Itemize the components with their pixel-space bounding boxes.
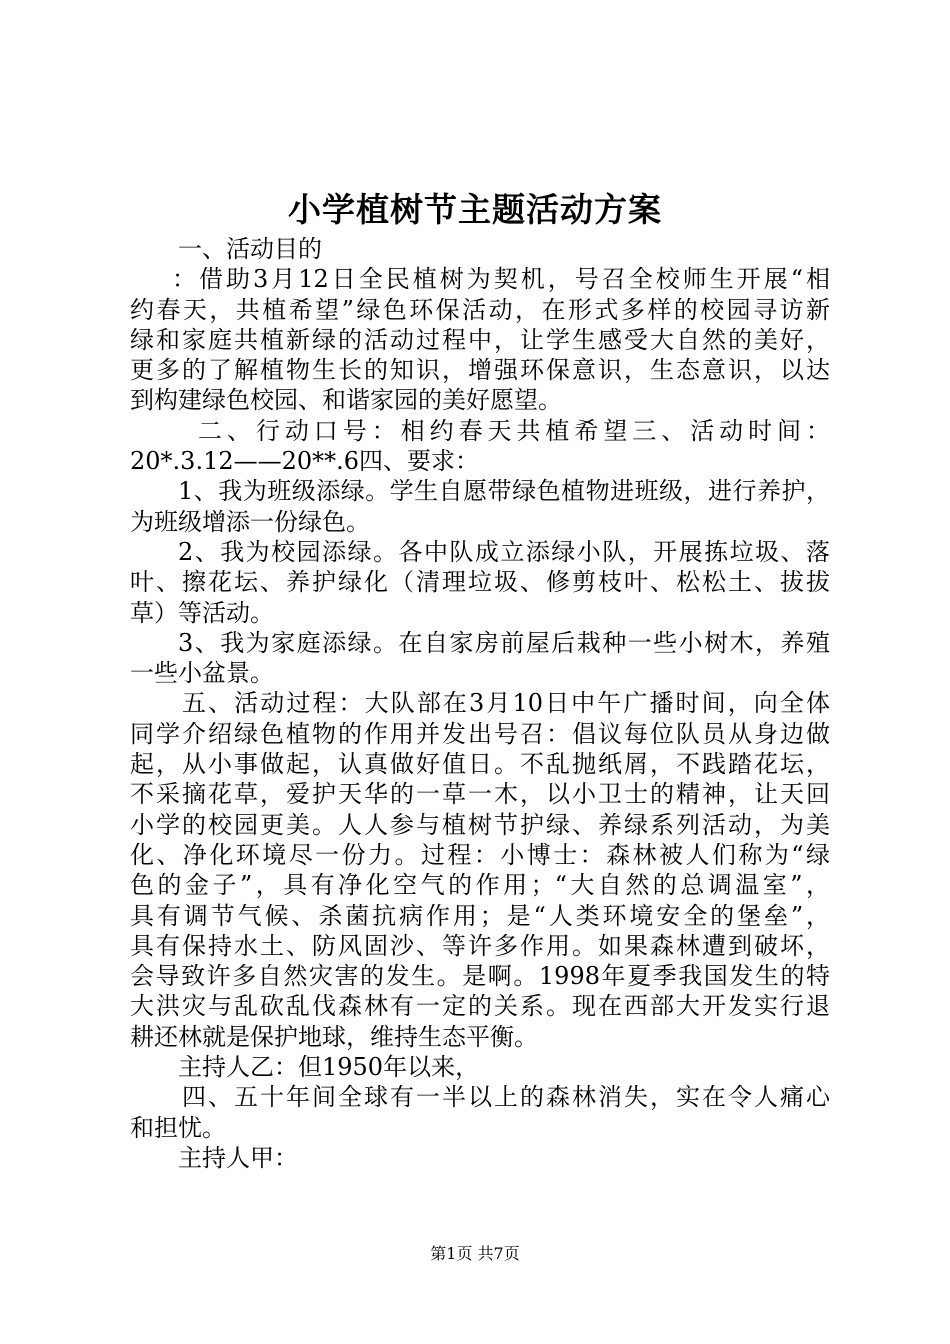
text-line: 主持人乙：但1950年以来， — [178, 1053, 480, 1082]
text-line: 到构建绿色校园、和谐家园的美好愿望。 — [130, 386, 562, 415]
text-line: 叶、擦花坛、养护绿化（清理垃圾、修剪枝叶、松松土、拔拔 — [130, 568, 830, 597]
text-line: 不采摘花草，爱护天华的一草一木，以小卫士的精神，让天回 — [130, 780, 830, 809]
text-line: 和担忧。 — [130, 1113, 226, 1142]
text-line: 四、五十年间全球有一半以上的森林消失，实在令人痛心 — [182, 1083, 830, 1112]
text-line: 小学的校园更美。人人参与植树节护绿、养绿系列活动，为美 — [130, 810, 830, 839]
text-line: 耕还林就是保护地球，维持生态平衡。 — [130, 1022, 538, 1051]
text-line: 一些小盆景。 — [130, 659, 274, 688]
text-line: 同学介绍绿色植物的作用并发出号召：倡议每位队员从身边做 — [130, 719, 830, 748]
text-line: 20*.3.12——20**.6四、要求： — [130, 447, 480, 476]
document-title: 小学植树节主题活动方案 — [288, 190, 662, 229]
text-line: 为班级增添一份绿色。 — [130, 507, 370, 536]
text-line: 二、行动口号：相约春天共植希望三、活动时间： — [198, 416, 830, 445]
text-line: 约春天，共植希望”绿色环保活动，在形式多样的校园寻访新 — [130, 295, 830, 324]
text-line: 草）等活动。 — [130, 598, 274, 627]
text-line: 色的金子”，具有净化空气的作用；“大自然的总调温室”， — [130, 871, 830, 900]
text-line: 五、活动过程：大队部在3月10日中午广播时间，向全体 — [182, 689, 830, 718]
page-footer: 第1页 共7页 — [430, 1244, 520, 1263]
text-line: 1、我为班级添绿。学生自愿带绿色植物进班级，进行养护， — [178, 477, 830, 506]
text-line: 大洪灾与乱砍乱伐森林有一定的关系。现在西部大开发实行退 — [130, 992, 830, 1021]
text-line: 会导致许多自然灾害的发生。是啊。1998年夏季我国发生的特 — [130, 962, 830, 991]
text-line: 一、活动目的 — [178, 235, 322, 263]
text-line: 具有保持水土、防风固沙、等许多作用。如果森林遭到破坏， — [130, 931, 830, 960]
text-line: 3、我为家庭添绿。在自家房前屋后栽种一些小树木，养殖 — [178, 628, 830, 657]
text-line: 更多的了解植物生长的知识，增强环保意识，生态意识，以达 — [130, 356, 830, 385]
text-line: 化、净化环境尽一份力。过程：小博士：森林被人们称为“绿 — [130, 840, 830, 869]
text-line: ：借助3月12日全民植树为契机，号召全校师生开展“相 — [172, 265, 830, 294]
text-line: 具有调节气候、杀菌抗病作用；是“人类环境安全的堡垒”， — [130, 901, 830, 930]
text-line: 主持人甲： — [178, 1143, 298, 1172]
text-line: 2、我为校园添绿。各中队成立添绿小队，开展拣垃圾、落 — [178, 537, 830, 566]
text-line: 绿和家庭共植新绿的活动过程中，让学生感受大自然的美好， — [130, 325, 830, 354]
text-line: 起，从小事做起，认真做好值日。不乱抛纸屑，不践踏花坛， — [130, 750, 830, 779]
document-body — [130, 234, 830, 1173]
